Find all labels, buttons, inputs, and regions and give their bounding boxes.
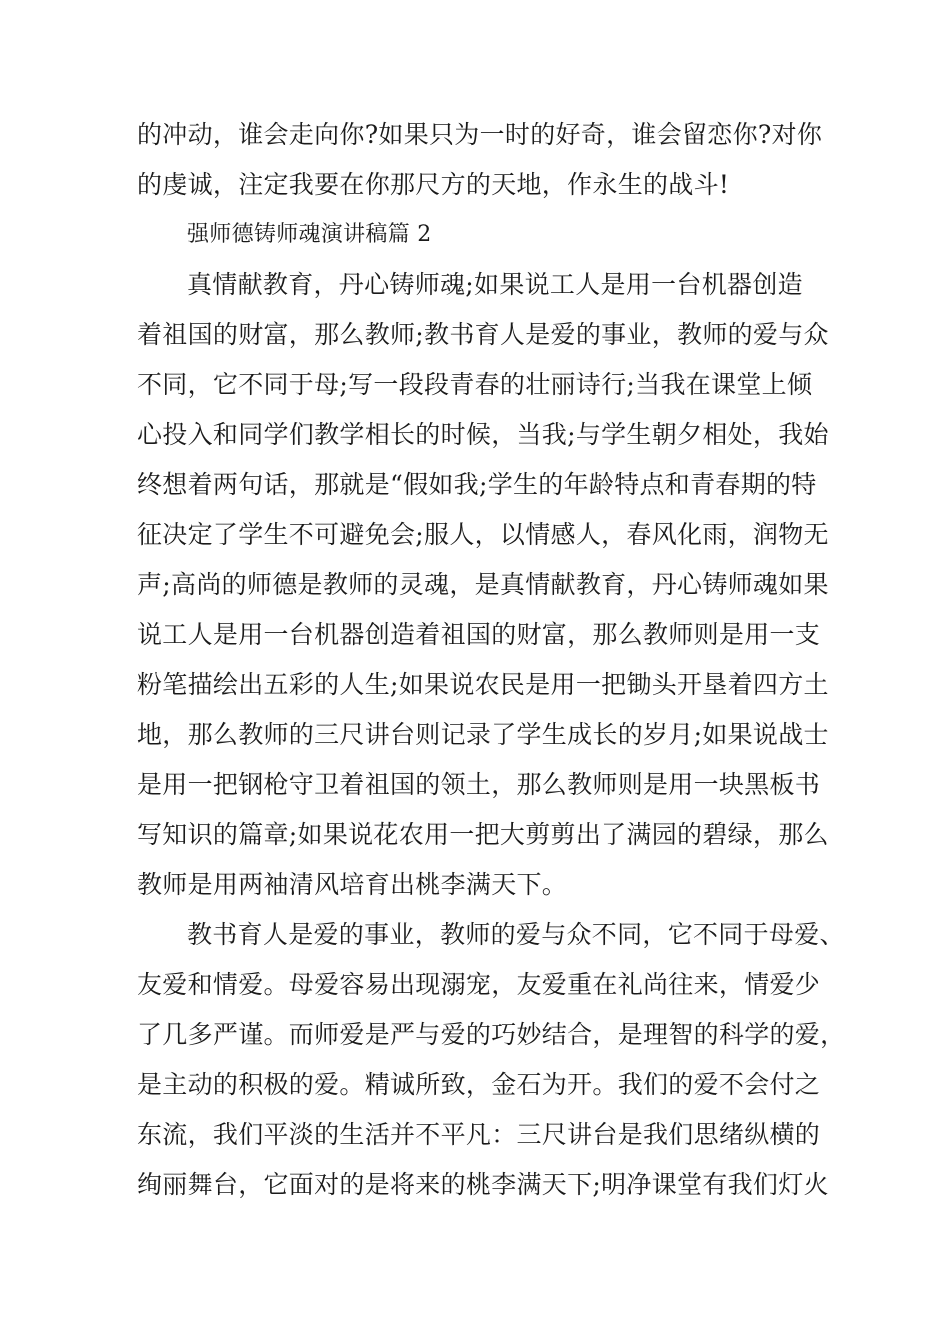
text-line-2: 的虔诚，注定我要在你那尺方的天地，作永生的战斗! xyxy=(137,170,730,199)
text-line-7: 心投入和同学们教学相长的时候，当我;与学生朝夕相处，我始 xyxy=(137,420,829,449)
text-line-9: 征决定了学生不可避免会;服人，以情感人，春风化雨，润物无 xyxy=(137,520,829,549)
text-line-16: 教师是用两袖清风培育出桃李满天下。 xyxy=(137,870,568,899)
text-line-8: 终想着两句话，那就是“假如我;学生的年龄特点和青春期的特 xyxy=(137,470,817,499)
text-line-15: 写知识的篇章;如果说花农用一把大剪剪出了满园的碧绿，那么 xyxy=(137,820,829,849)
text-line-4: 真情献教育，丹心铸师魂;如果说工人是用一台机器创造 xyxy=(187,270,803,299)
text-line-18: 友爱和情爱。母爱容易出现溺宠，友爱重在礼尚往来，情爱少 xyxy=(137,970,821,999)
text-line-17: 教书育人是爱的事业，教师的爱与众不同，它不同于母爱、 xyxy=(187,920,845,949)
text-line-22: 绚丽舞台，它面对的是将来的桃李满天下;明净课堂有我们灯火 xyxy=(137,1170,829,1199)
text-line-6: 不同，它不同于母;写一段段青春的壮丽诗行;当我在课堂上倾 xyxy=(137,370,813,399)
text-line-13: 地，那么教师的三尺讲台则记录了学生成长的岁月;如果说战士 xyxy=(137,720,829,749)
text-line-19: 了几多严谨。而师爱是严与爱的巧妙结合，是理智的科学的爱， xyxy=(137,1020,846,1049)
text-line-20: 是主动的积极的爱。精诚所致，金石为开。我们的爱不会付之 xyxy=(137,1070,821,1099)
text-line-10: 声;高尚的师德是教师的灵魂，是真情献教育，丹心铸师魂如果 xyxy=(137,570,829,599)
text-line-14: 是用一把钢枪守卫着祖国的领土，那么教师则是用一块黑板书 xyxy=(137,770,821,799)
text-line-12: 粉笔描绘出五彩的人生;如果说农民是用一把锄头开垦着四方土 xyxy=(137,670,829,699)
text-line-1: 的冲动，谁会走向你?如果只为一时的好奇，谁会留恋你?对你 xyxy=(137,120,823,149)
text-line-5: 着祖国的财富，那么教师;教书育人是爱的事业，教师的爱与众 xyxy=(137,320,829,349)
text-line-11: 说工人是用一台机器创造着祖国的财富，那么教师则是用一支 xyxy=(137,620,821,649)
text-line-21: 东流，我们平淡的生活并不平凡：三尺讲台是我们思绪纵横的 xyxy=(137,1120,821,1149)
section-heading: 强师德铸师魂演讲稿篇 2 xyxy=(187,222,432,247)
